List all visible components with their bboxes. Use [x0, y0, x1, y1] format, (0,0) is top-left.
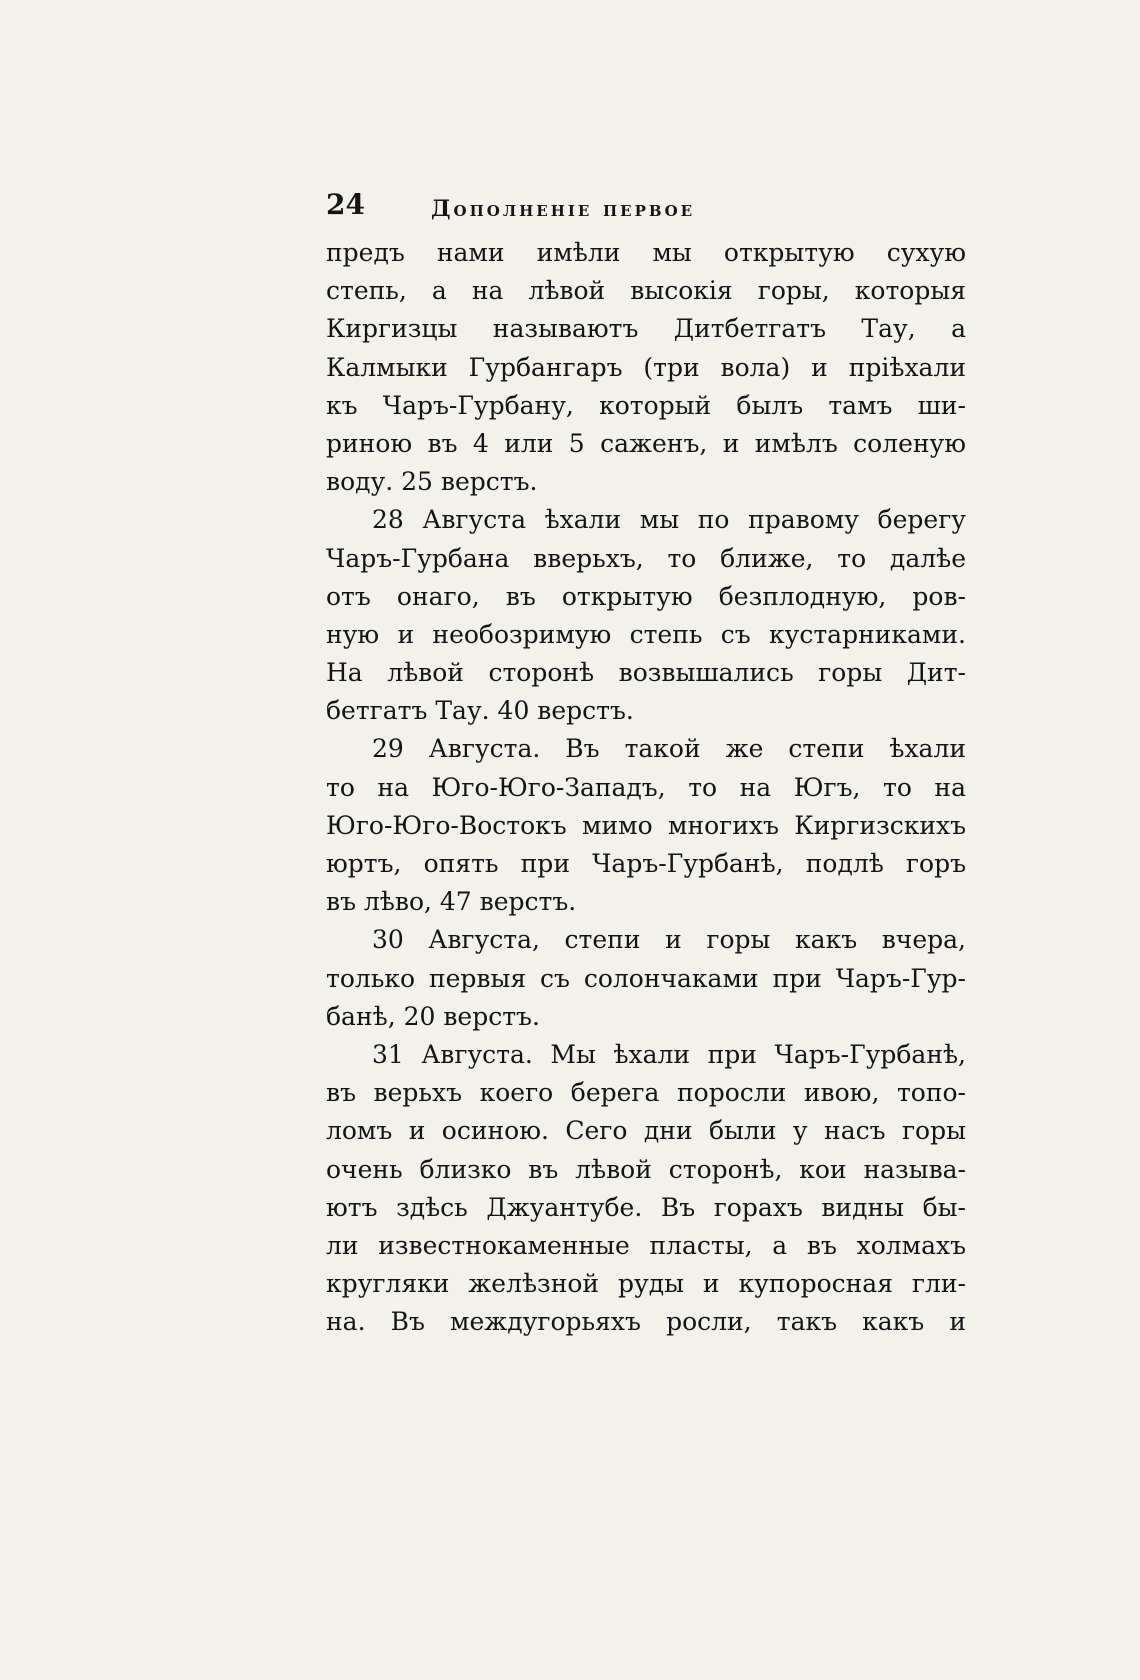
text-line: риною въ 4 или 5 саженъ, и имѣлъ соленую	[326, 428, 966, 458]
text-line: къ Чаръ-Гурбану, который былъ тамъ ши-	[326, 390, 966, 420]
text-line: 28 Августа ѣхали мы по правому берегу	[372, 505, 966, 535]
page-header	[326, 186, 966, 234]
text-line: въ верьхъ коего берега поросли ивою, топо-	[326, 1078, 966, 1108]
paragraph	[326, 730, 966, 921]
text-line: Киргизцы называютъ Дитбетгатъ Тау, а	[326, 314, 966, 344]
paragraph	[326, 921, 966, 1036]
paragraph	[326, 501, 966, 730]
text-line: 30 Августа, степи и горы какъ вчера,	[372, 925, 966, 955]
text-line: Калмыки Гурбангаръ (три вола) и пріѣхали	[326, 352, 966, 382]
text-line: воду. 25 верстъ.	[326, 467, 538, 497]
page-number: 24	[326, 188, 365, 221]
text-line: отъ онаго, въ открытую безплодную, ров-	[326, 581, 966, 611]
paragraph	[326, 234, 966, 501]
text-line: то на Юго-Юго-Западъ, то на Югъ, то на	[326, 772, 966, 802]
text-block	[326, 186, 966, 1341]
text-line: ную и необозримую степь съ кустарниками.	[326, 619, 966, 649]
text-line: на. Въ междугорьяхъ росли, такъ какъ и	[326, 1307, 966, 1337]
text-line: ломъ и осиною. Сего дни были у насъ горы	[326, 1116, 966, 1146]
text-line: Юго-Юго-Востокъ мимо многихъ Киргизскихъ	[326, 810, 966, 840]
text-line: степь, а на лѣвой высокія горы, которыя	[326, 276, 966, 306]
text-line: бетгатъ Тау. 40 верстъ.	[326, 696, 634, 726]
text-line: 31 Августа. Мы ѣхали при Чаръ-Гурбанѣ,	[372, 1039, 966, 1069]
paragraph	[326, 1036, 966, 1342]
text-line: только первыя съ солончаками при Чаръ-Гур-	[326, 963, 966, 993]
text-line: очень близко въ лѣвой сторонѣ, кои называ-	[326, 1154, 966, 1184]
text-line: предъ нами имѣли мы открытую сухую	[326, 238, 966, 267]
text-line: банѣ, 20 верстъ.	[326, 1001, 540, 1031]
text-line: юртъ, опять при Чаръ-Гурбанѣ, подлѣ горъ	[326, 849, 966, 878]
running-head: Дополненіе первое	[431, 196, 696, 222]
text-line: ли известнокаменные пласты, а въ холмахъ	[326, 1230, 966, 1260]
text-line: На лѣвой сторонѣ возвышались горы Дит-	[326, 658, 966, 688]
text-line: Чаръ-Гурбана вверьхъ, то ближе, то далѣе	[326, 543, 966, 573]
text-line: ютъ здѣсь Джуантубе. Въ горахъ видны бы-	[326, 1192, 966, 1222]
text-line: въ лѣво, 47 верстъ.	[326, 887, 577, 917]
text-line: кругляки желѣзной руды и купоросная гли-	[326, 1269, 966, 1299]
text-line: 29 Августа. Въ такой же степи ѣхали	[372, 734, 966, 764]
